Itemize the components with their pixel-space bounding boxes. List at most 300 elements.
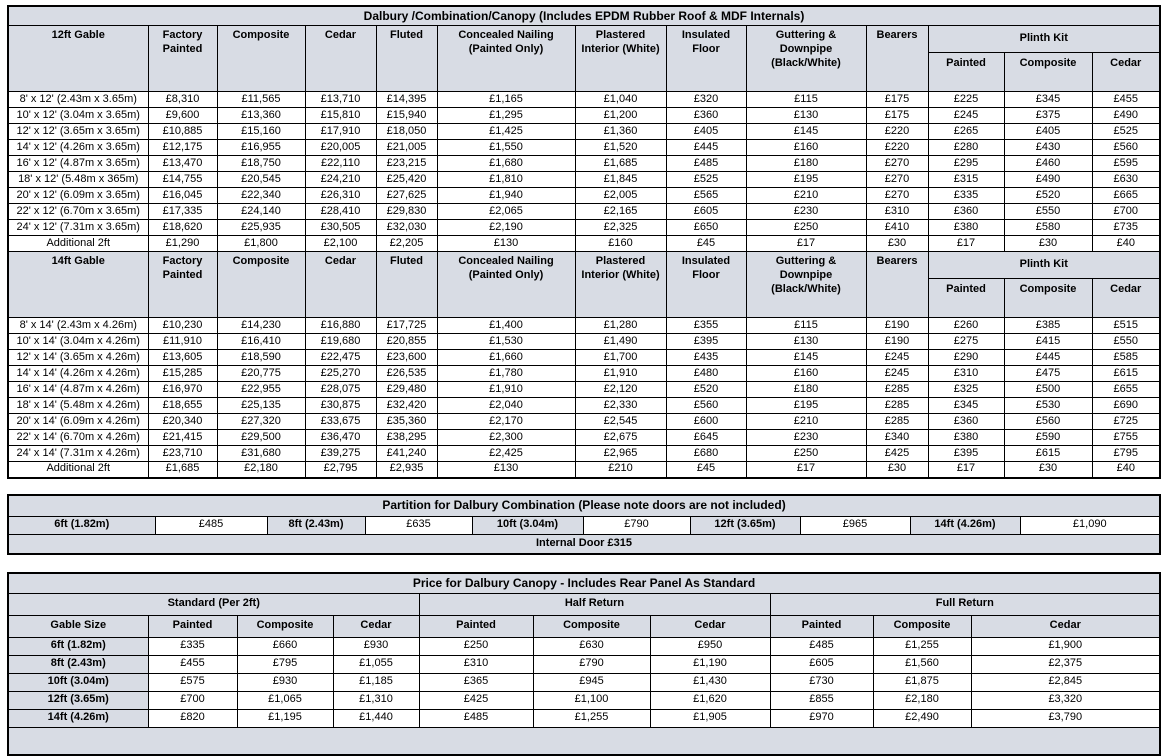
row-size-label: 10' x 14' (3.04m x 4.26m) [8, 334, 148, 350]
column-header: Plastered Interior (White) [575, 252, 666, 318]
row-size-label: 16' x 14' (4.87m x 4.26m) [8, 382, 148, 398]
canopy-price-cell: £1,620 [650, 691, 770, 709]
price-cell: £245 [866, 366, 928, 382]
plinth-kit-header: Plinth Kit [928, 252, 1160, 279]
column-header: Concealed Nailing (Painted Only) [437, 26, 575, 92]
price-cell: £14,230 [217, 318, 305, 334]
price-cell: £16,955 [217, 140, 305, 156]
price-cell: £22,340 [217, 188, 305, 204]
table-row [8, 334, 1160, 350]
gable-section-header: 12ft Gable [8, 26, 148, 92]
price-cell: £585 [1092, 350, 1160, 366]
table-row [8, 382, 1160, 398]
price-cell: £485 [666, 156, 746, 172]
price-cell: £20,005 [305, 140, 376, 156]
table-row [8, 140, 1160, 156]
canopy-price-cell: £1,440 [333, 709, 419, 727]
price-cell: £270 [866, 156, 928, 172]
canopy-column-header: Gable Size [8, 615, 148, 637]
plinth-sub-header: Cedar [1092, 279, 1160, 318]
column-header: Bearers [866, 252, 928, 318]
canopy-table-row [8, 637, 1160, 655]
row-size-label: 14' x 14' (4.26m x 4.26m) [8, 366, 148, 382]
table-row [8, 318, 1160, 334]
price-cell: £445 [666, 140, 746, 156]
price-cell: £23,710 [148, 446, 217, 462]
price-cell: £1,280 [575, 318, 666, 334]
price-cell: £310 [928, 366, 1004, 382]
row-size-label: 10' x 12' (3.04m x 3.65m) [8, 108, 148, 124]
price-cell: £460 [1004, 156, 1092, 172]
price-cell: £25,135 [217, 398, 305, 414]
price-cell: £285 [866, 414, 928, 430]
price-cell: £8,310 [148, 92, 217, 108]
price-cell: £2,165 [575, 204, 666, 220]
price-cell: £38,295 [376, 430, 437, 446]
price-cell: £395 [928, 446, 1004, 462]
price-cell: £1,550 [437, 140, 575, 156]
price-cell: £14,395 [376, 92, 437, 108]
price-cell: £145 [746, 350, 866, 366]
canopy-price-cell: £790 [533, 655, 650, 673]
row-size-label: 12' x 12' (3.65m x 3.65m) [8, 124, 148, 140]
price-cell: £550 [1004, 204, 1092, 220]
price-cell: £17 [928, 236, 1004, 252]
price-cell: £405 [666, 124, 746, 140]
price-cell: £32,420 [376, 398, 437, 414]
price-cell: £2,065 [437, 204, 575, 220]
price-cell: £690 [1092, 398, 1160, 414]
canopy-column-header: Painted [770, 615, 873, 637]
price-cell: £295 [928, 156, 1004, 172]
partition-price-cell: £635 [365, 516, 472, 534]
row-size-label: 24' x 14' (7.31m x 4.26m) [8, 446, 148, 462]
price-cell: £190 [866, 334, 928, 350]
canopy-price-cell: £1,255 [873, 637, 971, 655]
column-header: Concealed Nailing (Painted Only) [437, 252, 575, 318]
price-cell: £39,275 [305, 446, 376, 462]
price-cell: £27,320 [217, 414, 305, 430]
price-cell: £22,110 [305, 156, 376, 172]
canopy-price-cell: £575 [148, 673, 237, 691]
canopy-empty-cell [8, 727, 1160, 755]
table-row [8, 366, 1160, 382]
canopy-price-cell: £1,190 [650, 655, 770, 673]
price-cell: £26,535 [376, 366, 437, 382]
plinth-sub-header: Composite [1004, 279, 1092, 318]
price-cell: £265 [928, 124, 1004, 140]
price-cell: £17 [746, 462, 866, 478]
canopy-size-label: 6ft (1.82m) [8, 637, 148, 655]
price-cell: £40 [1092, 236, 1160, 252]
price-cell: £630 [1092, 172, 1160, 188]
price-cell: £160 [746, 140, 866, 156]
price-cell: £41,240 [376, 446, 437, 462]
canopy-price-cell: £2,490 [873, 709, 971, 727]
canopy-price-cell: £930 [333, 637, 419, 655]
partition-price-cell: £1,090 [1020, 516, 1160, 534]
price-cell: £30 [866, 236, 928, 252]
canopy-group-header: Half Return [419, 593, 770, 615]
partition-price-cell: £790 [583, 516, 690, 534]
price-cell: £230 [746, 430, 866, 446]
price-cell: £755 [1092, 430, 1160, 446]
canopy-price-cell: £1,065 [237, 691, 333, 709]
price-cell: £315 [928, 172, 1004, 188]
canopy-price-cell: £950 [650, 637, 770, 655]
price-cell: £30 [866, 462, 928, 478]
column-header: Factory Painted [148, 252, 217, 318]
price-cell: £275 [928, 334, 1004, 350]
section-header-row [8, 252, 1160, 279]
price-cell: £490 [1004, 172, 1092, 188]
price-cell: £340 [866, 430, 928, 446]
price-cell: £2,935 [376, 462, 437, 478]
price-cell: £520 [1004, 188, 1092, 204]
canopy-price-cell: £855 [770, 691, 873, 709]
partition-footer-row [8, 534, 1160, 554]
column-header: Factory Painted [148, 26, 217, 92]
price-cell: £520 [666, 382, 746, 398]
price-cell: £130 [437, 236, 575, 252]
canopy-size-label: 12ft (3.65m) [8, 691, 148, 709]
row-size-label: 22' x 12' (6.70m x 3.65m) [8, 204, 148, 220]
price-cell: £21,005 [376, 140, 437, 156]
price-cell: £26,310 [305, 188, 376, 204]
column-header: Insulated Floor [666, 252, 746, 318]
price-cell: £360 [928, 414, 1004, 430]
price-cell: £475 [1004, 366, 1092, 382]
canopy-price-cell: £2,845 [971, 673, 1160, 691]
price-cell: £9,600 [148, 108, 217, 124]
canopy-column-header: Composite [533, 615, 650, 637]
price-cell: £530 [1004, 398, 1092, 414]
price-cell: £31,680 [217, 446, 305, 462]
column-header: Cedar [305, 26, 376, 92]
canopy-price-cell: £1,905 [650, 709, 770, 727]
price-cell: £385 [1004, 318, 1092, 334]
price-cell: £130 [746, 108, 866, 124]
canopy-price-cell: £1,195 [237, 709, 333, 727]
column-header: Cedar [305, 252, 376, 318]
canopy-price-cell: £455 [148, 655, 237, 673]
price-cell: £1,780 [437, 366, 575, 382]
table-row [8, 124, 1160, 140]
price-cell: £10,885 [148, 124, 217, 140]
row-size-label: 8' x 14' (2.43m x 4.26m) [8, 318, 148, 334]
price-cell: £490 [1092, 108, 1160, 124]
canopy-price-cell: £1,875 [873, 673, 971, 691]
price-cell: £17,335 [148, 204, 217, 220]
price-cell: £270 [866, 172, 928, 188]
price-cell: £16,880 [305, 318, 376, 334]
price-cell: £2,205 [376, 236, 437, 252]
price-cell: £615 [1004, 446, 1092, 462]
price-cell: £20,855 [376, 334, 437, 350]
price-cell: £30,875 [305, 398, 376, 414]
price-cell: £380 [928, 220, 1004, 236]
canopy-size-label: 14ft (4.26m) [8, 709, 148, 727]
canopy-price-cell: £970 [770, 709, 873, 727]
table-row [8, 350, 1160, 366]
price-cell: £650 [666, 220, 746, 236]
price-cell: £195 [746, 398, 866, 414]
canopy-price-cell: £1,100 [533, 691, 650, 709]
price-cell: £245 [866, 350, 928, 366]
canopy-price-cell: £485 [770, 637, 873, 655]
price-cell: £560 [1092, 140, 1160, 156]
price-cell: £20,545 [217, 172, 305, 188]
canopy-title-row [8, 573, 1160, 594]
price-cell: £1,660 [437, 350, 575, 366]
partition-table-title: Partition for Dalbury Combination (Please note doors are not included) [8, 495, 1160, 517]
canopy-table-title: Price for Dalbury Canopy - Includes Rear Panel As Standard [8, 573, 1160, 594]
price-cell: £335 [928, 188, 1004, 204]
canopy-price-cell: £1,430 [650, 673, 770, 691]
price-cell: £24,140 [217, 204, 305, 220]
price-cell: £345 [1004, 92, 1092, 108]
price-cell: £590 [1004, 430, 1092, 446]
price-cell: £425 [866, 446, 928, 462]
price-cell: £2,300 [437, 430, 575, 446]
main-title-row [8, 6, 1160, 26]
price-cell: £12,175 [148, 140, 217, 156]
price-cell: £395 [666, 334, 746, 350]
canopy-price-cell: £3,790 [971, 709, 1160, 727]
price-cell: £500 [1004, 382, 1092, 398]
price-cell: £20,340 [148, 414, 217, 430]
price-cell: £18,620 [148, 220, 217, 236]
canopy-price-cell: £250 [419, 637, 533, 655]
table-row [8, 92, 1160, 108]
price-cell: £30 [1004, 462, 1092, 478]
canopy-price-cell: £3,320 [971, 691, 1160, 709]
canopy-column-header: Cedar [650, 615, 770, 637]
partition-table [7, 494, 1161, 555]
price-cell: £735 [1092, 220, 1160, 236]
price-cell: £355 [666, 318, 746, 334]
price-cell: £2,005 [575, 188, 666, 204]
row-size-label: Additional 2ft [8, 236, 148, 252]
price-cell: £1,685 [148, 462, 217, 478]
price-cell: £1,425 [437, 124, 575, 140]
price-cell: £645 [666, 430, 746, 446]
price-cell: £665 [1092, 188, 1160, 204]
price-cell: £250 [746, 220, 866, 236]
dalbury-combination-table [7, 5, 1161, 479]
price-cell: £1,680 [437, 156, 575, 172]
price-cell: £2,180 [217, 462, 305, 478]
canopy-column-header: Composite [237, 615, 333, 637]
row-size-label: Additional 2ft [8, 462, 148, 478]
price-cell: £455 [1092, 92, 1160, 108]
price-cell: £45 [666, 462, 746, 478]
row-size-label: 18' x 12' (5.48m x 365m) [8, 172, 148, 188]
price-cell: £25,935 [217, 220, 305, 236]
price-cell: £29,500 [217, 430, 305, 446]
price-cell: £14,755 [148, 172, 217, 188]
table-row [8, 188, 1160, 204]
price-cell: £310 [866, 204, 928, 220]
price-cell: £195 [746, 172, 866, 188]
price-cell: £145 [746, 124, 866, 140]
price-cell: £28,075 [305, 382, 376, 398]
price-cell: £10,230 [148, 318, 217, 334]
canopy-empty-row [8, 727, 1160, 755]
row-size-label: 20' x 12' (6.09m x 3.65m) [8, 188, 148, 204]
price-cell: £480 [666, 366, 746, 382]
price-cell: £615 [1092, 366, 1160, 382]
price-cell: £45 [666, 236, 746, 252]
canopy-group-header-row [8, 593, 1160, 615]
price-cell: £210 [575, 462, 666, 478]
price-cell: £22,475 [305, 350, 376, 366]
price-cell: £410 [866, 220, 928, 236]
price-cell: £13,710 [305, 92, 376, 108]
price-cell: £18,590 [217, 350, 305, 366]
price-cell: £230 [746, 204, 866, 220]
price-cell: £180 [746, 156, 866, 172]
price-cell: £605 [666, 204, 746, 220]
canopy-price-cell: £930 [237, 673, 333, 691]
price-cell: £22,955 [217, 382, 305, 398]
price-cell: £29,830 [376, 204, 437, 220]
price-cell: £1,685 [575, 156, 666, 172]
canopy-price-cell: £1,900 [971, 637, 1160, 655]
price-cell: £16,410 [217, 334, 305, 350]
canopy-price-cell: £335 [148, 637, 237, 655]
price-cell: £18,050 [376, 124, 437, 140]
canopy-price-cell: £1,310 [333, 691, 419, 709]
canopy-table-row [8, 709, 1160, 727]
price-cell: £380 [928, 430, 1004, 446]
canopy-price-cell: £1,560 [873, 655, 971, 673]
table-row [8, 430, 1160, 446]
partition-size-label: 10ft (3.04m) [472, 516, 583, 534]
price-cell: £25,270 [305, 366, 376, 382]
column-header: Insulated Floor [666, 26, 746, 92]
price-cell: £285 [866, 382, 928, 398]
price-cell: £115 [746, 92, 866, 108]
price-cell: £32,030 [376, 220, 437, 236]
price-cell: £345 [928, 398, 1004, 414]
price-cell: £250 [746, 446, 866, 462]
table-row [8, 236, 1160, 252]
canopy-size-label: 8ft (2.43m) [8, 655, 148, 673]
price-cell: £11,910 [148, 334, 217, 350]
plinth-sub-header: Painted [928, 53, 1004, 92]
price-cell: £560 [666, 398, 746, 414]
canopy-price-cell: £2,375 [971, 655, 1160, 673]
price-cell: £27,625 [376, 188, 437, 204]
price-cell: £2,795 [305, 462, 376, 478]
price-cell: £28,410 [305, 204, 376, 220]
partition-size-label: 6ft (1.82m) [8, 516, 155, 534]
gable-section-header: 14ft Gable [8, 252, 148, 318]
price-cell: £1,910 [437, 382, 575, 398]
price-cell: £23,215 [376, 156, 437, 172]
table-row [8, 414, 1160, 430]
price-cell: £18,655 [148, 398, 217, 414]
price-cell: £515 [1092, 318, 1160, 334]
price-cell: £325 [928, 382, 1004, 398]
price-cell: £1,530 [437, 334, 575, 350]
canopy-price-cell: £730 [770, 673, 873, 691]
section-header-row [8, 26, 1160, 53]
canopy-column-header: Painted [419, 615, 533, 637]
price-cell: £15,160 [217, 124, 305, 140]
plinth-sub-header: Composite [1004, 53, 1092, 92]
price-cell: £2,675 [575, 430, 666, 446]
price-cell: £1,040 [575, 92, 666, 108]
row-size-label: 16' x 12' (4.87m x 3.65m) [8, 156, 148, 172]
price-cell: £33,675 [305, 414, 376, 430]
partition-price-row [8, 516, 1160, 534]
canopy-price-cell: £820 [148, 709, 237, 727]
price-cell: £435 [666, 350, 746, 366]
price-cell: £1,490 [575, 334, 666, 350]
canopy-price-cell: £660 [237, 637, 333, 655]
price-cell: £405 [1004, 124, 1092, 140]
price-cell: £1,700 [575, 350, 666, 366]
price-cell: £560 [1004, 414, 1092, 430]
canopy-price-cell: £1,055 [333, 655, 419, 673]
price-cell: £525 [666, 172, 746, 188]
price-cell: £2,330 [575, 398, 666, 414]
price-cell: £1,520 [575, 140, 666, 156]
canopy-price-table [7, 572, 1161, 756]
table-row [8, 446, 1160, 462]
column-header: Plastered Interior (White) [575, 26, 666, 92]
price-cell: £16,045 [148, 188, 217, 204]
price-cell: £680 [666, 446, 746, 462]
canopy-table-row [8, 673, 1160, 691]
column-header: Fluted [376, 252, 437, 318]
canopy-price-cell: £485 [419, 709, 533, 727]
price-cell: £260 [928, 318, 1004, 334]
price-cell: £25,420 [376, 172, 437, 188]
column-header: Fluted [376, 26, 437, 92]
price-cell: £160 [575, 236, 666, 252]
price-cell: £24,210 [305, 172, 376, 188]
price-cell: £11,565 [217, 92, 305, 108]
price-cell: £700 [1092, 204, 1160, 220]
price-cell: £13,360 [217, 108, 305, 124]
price-cell: £280 [928, 140, 1004, 156]
plinth-kit-header: Plinth Kit [928, 26, 1160, 53]
price-cell: £13,470 [148, 156, 217, 172]
price-cell: £2,100 [305, 236, 376, 252]
table-row [8, 462, 1160, 478]
price-cell: £320 [666, 92, 746, 108]
canopy-price-cell: £795 [237, 655, 333, 673]
price-cell: £16,970 [148, 382, 217, 398]
price-cell: £175 [866, 108, 928, 124]
row-size-label: 8' x 12' (2.43m x 3.65m) [8, 92, 148, 108]
price-cell: £1,200 [575, 108, 666, 124]
price-cell: £15,810 [305, 108, 376, 124]
price-cell: £20,775 [217, 366, 305, 382]
row-size-label: 18' x 14' (5.48m x 4.26m) [8, 398, 148, 414]
price-cell: £190 [866, 318, 928, 334]
price-cell: £1,290 [148, 236, 217, 252]
price-cell: £285 [866, 398, 928, 414]
column-header: Guttering & Downpipe (Black/White) [746, 26, 866, 92]
price-cell: £23,600 [376, 350, 437, 366]
canopy-group-header: Standard (Per 2ft) [8, 593, 419, 615]
price-cell: £17,725 [376, 318, 437, 334]
price-cell: £375 [1004, 108, 1092, 124]
